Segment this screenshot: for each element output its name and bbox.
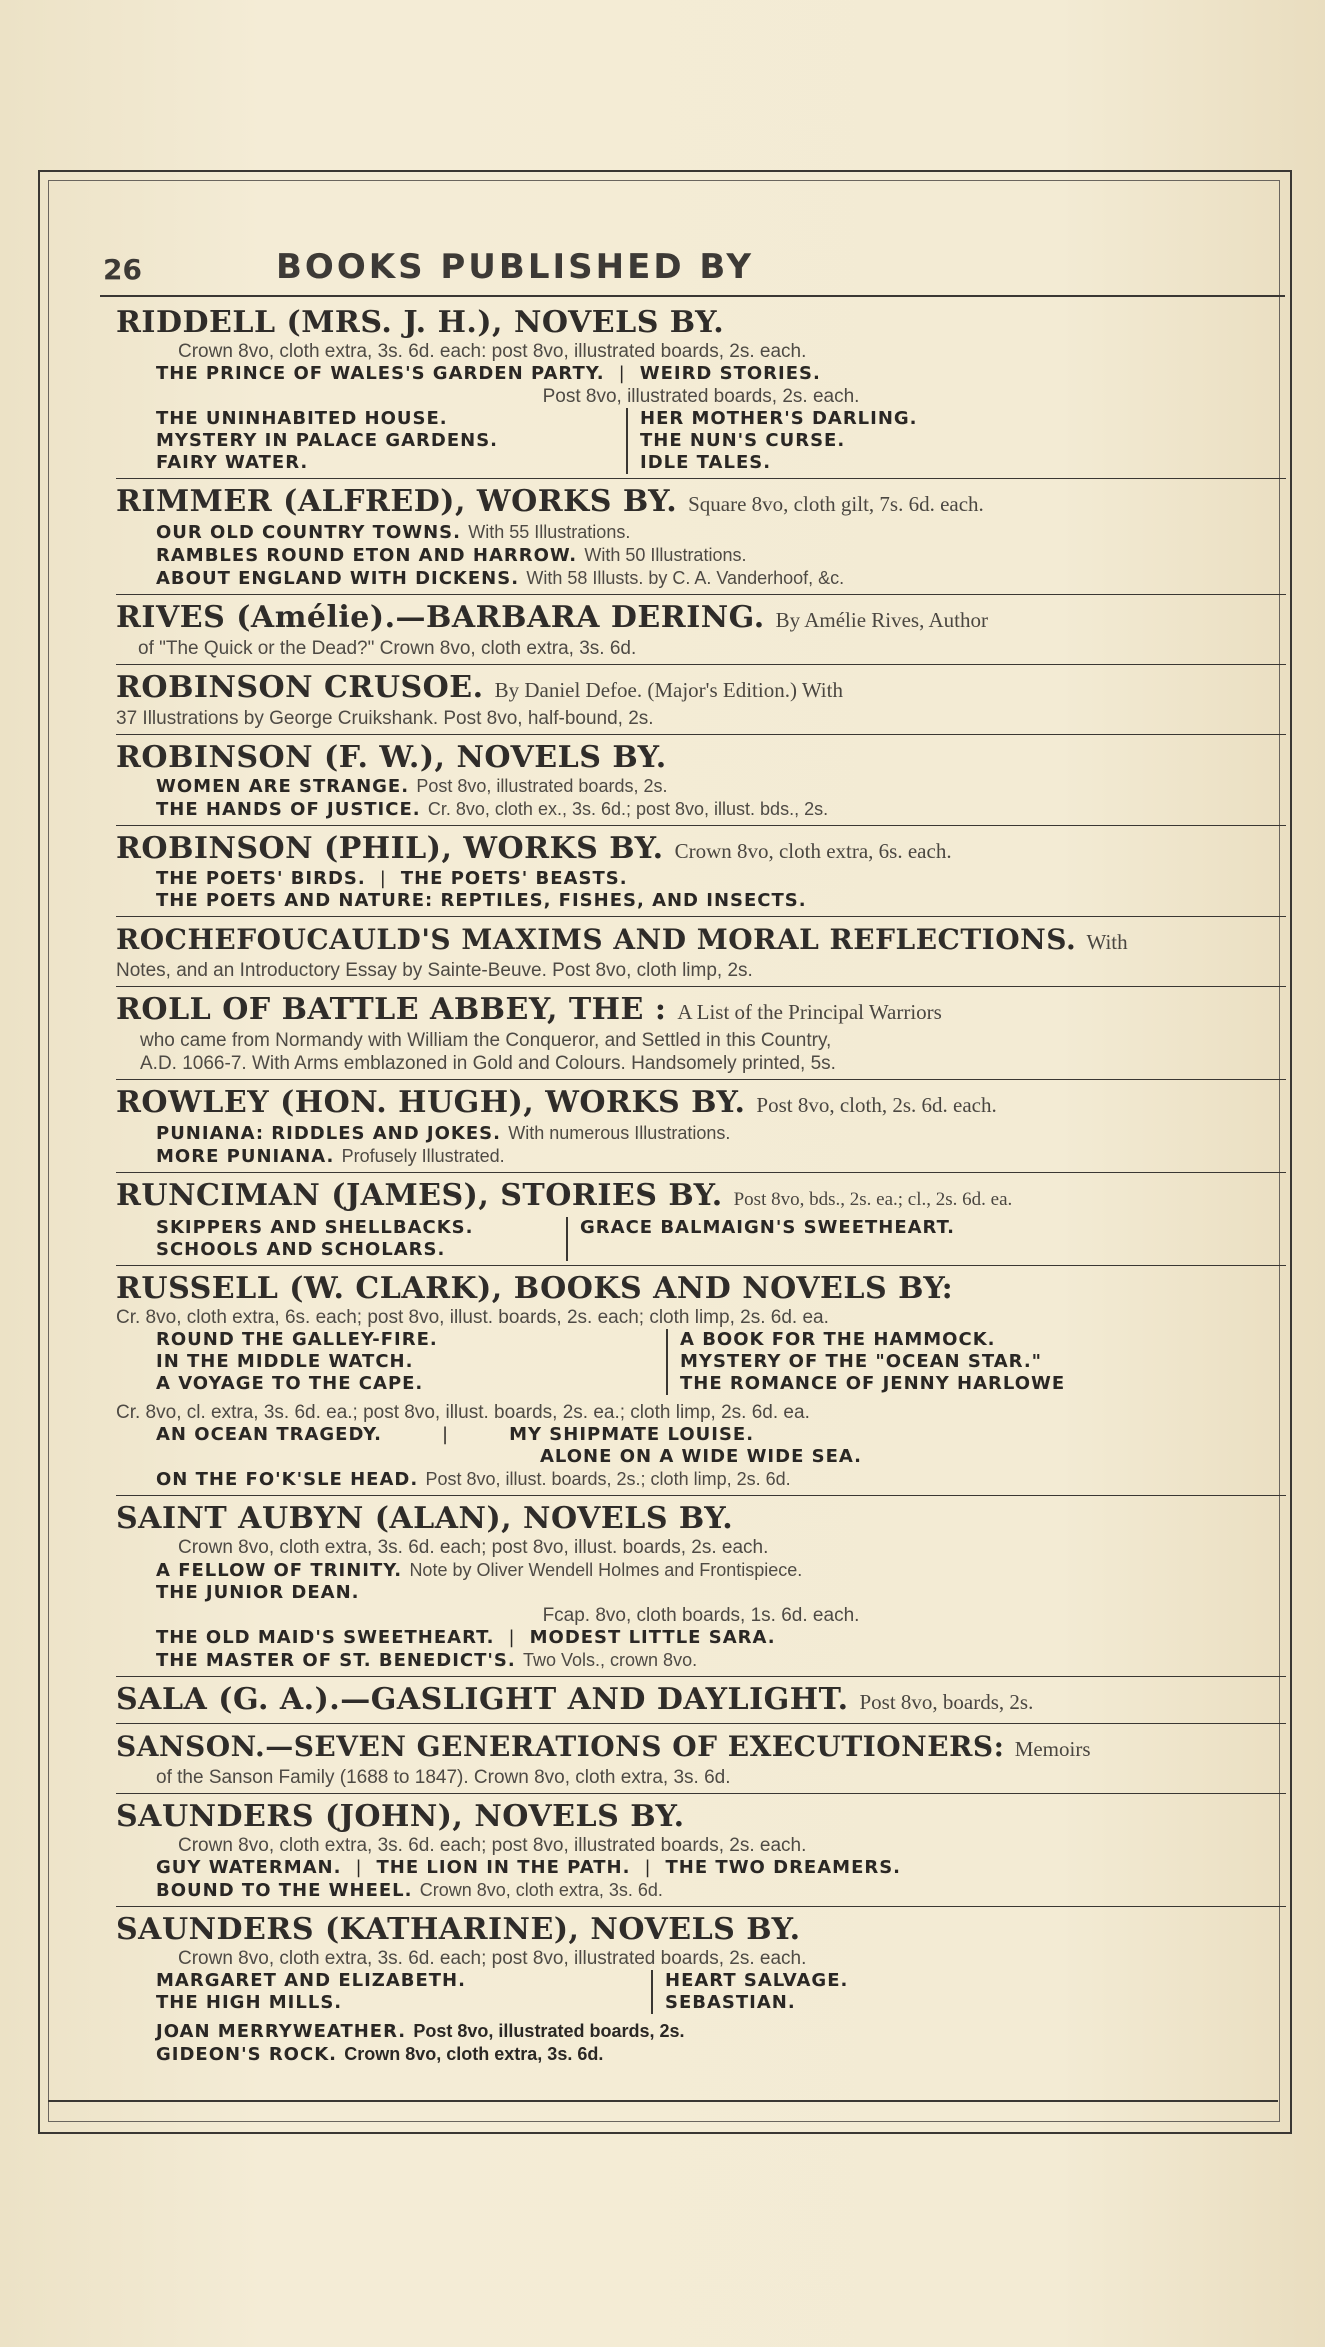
- entry-desc: of "The Quick or the Dead?" Crown 8vo, cloth extra, 3s. 6d.: [138, 638, 637, 659]
- entry-heading: ROLL OF BATTLE ABBEY, THE : A List of the Principal Warriors: [116, 992, 942, 1027]
- entry-heading: RUSSELL (W. CLARK), BOOKS AND NOVELS BY:: [116, 1271, 954, 1306]
- left-column: [156, 1217, 566, 1261]
- book-title: A VOYAGE TO THE CAPE.: [156, 1373, 424, 1394]
- title-line: THE OLD MAID'S SWEETHEART. | MODEST LITTLE SARA.: [156, 1627, 776, 1648]
- entry-roll-of-battle-abbey: [116, 993, 1286, 1080]
- entry-russell: [116, 1272, 1286, 1496]
- left-column: [156, 408, 626, 474]
- book-title: A BOOK FOR THE HAMMOCK.: [680, 1329, 996, 1350]
- book-title: THE PRINCE OF WALES'S GARDEN PARTY.: [156, 363, 605, 384]
- book-title: FAIRY WATER.: [156, 452, 309, 473]
- book-title: SKIPPERS AND SHELLBACKS.: [156, 1217, 474, 1238]
- title-columns: [116, 408, 1286, 474]
- book-title: SCHOOLS AND SCHOLARS.: [156, 1239, 446, 1260]
- entry-heading: SAINT AUBYN (ALAN), NOVELS BY.: [116, 1501, 734, 1536]
- header-rule: [100, 295, 1285, 297]
- entry-heading: SALA (G. A.).—GASLIGHT AND DAYLIGHT. Post 8vo, boards, 2s.: [116, 1682, 1034, 1717]
- entry-riddell: [116, 306, 1286, 479]
- right-column: [666, 1329, 1065, 1395]
- entry-heading: ROBINSON (F. W.), NOVELS BY.: [116, 740, 667, 775]
- title-columns: [116, 1329, 1286, 1395]
- title-line: THE HANDS OF JUSTICE. Cr. 8vo, cloth ex., 3s. 6d.; post 8vo, illust. bds., 2s.: [156, 799, 829, 820]
- entry-saunders-john: [116, 1800, 1286, 1907]
- left-column: [156, 1329, 666, 1395]
- book-title: THE HIGH MILLS.: [156, 1992, 343, 2013]
- entry-rimmer: [116, 485, 1286, 595]
- entry-desc: A.D. 1066-7. With Arms emblazoned in Gold and Colours. Handsomely printed, 5s.: [140, 1053, 836, 1074]
- title-columns: [116, 1970, 1286, 2014]
- title-line: RAMBLES ROUND ETON AND HARROW. With 50 Illustrations.: [156, 545, 747, 566]
- book-title: WEIRD STORIES.: [639, 363, 821, 384]
- entry-desc: Cr. 8vo, cl. extra, 3s. 6d. ea.; post 8vo, illust. boards, 2s. ea.; cloth limp, 2s. 6d. ea.: [116, 1402, 810, 1423]
- entry-runciman: [116, 1179, 1286, 1266]
- entry-rochefoucauld: [116, 923, 1286, 987]
- entry-heading: RIDDELL (MRS. J. H.), NOVELS BY.: [116, 305, 725, 340]
- entry-rowley: [116, 1086, 1286, 1173]
- title-line: THE PRINCE OF WALES'S GARDEN PARTY. | WEIRD STORIES.: [156, 363, 821, 384]
- right-column: [566, 1217, 955, 1261]
- book-title: IN THE MIDDLE WATCH.: [156, 1351, 414, 1372]
- entry-desc: Fcap. 8vo, cloth boards, 1s. 6d. each.: [542, 1605, 860, 1626]
- book-title: THE UNINHABITED HOUSE.: [156, 408, 448, 429]
- title-line: BOUND TO THE WHEEL. Crown 8vo, cloth extra, 3s. 6d.: [156, 1880, 663, 1901]
- book-title: SEBASTIAN.: [665, 1992, 796, 2013]
- title-line: GIDEON'S ROCK. Crown 8vo, cloth extra, 3s. 6d.: [156, 2044, 604, 2065]
- entry-heading: SANSON.—SEVEN GENERATIONS OF EXECUTIONERS: Memoirs: [116, 1730, 1091, 1763]
- right-column: [651, 1970, 848, 2014]
- book-title: HEART SALVAGE.: [665, 1970, 849, 1991]
- book-title: THE NUN'S CURSE.: [640, 430, 846, 451]
- entry-desc: 37 Illustrations by George Cruikshank. Post 8vo, half-bound, 2s.: [116, 708, 654, 729]
- entry-saint-aubyn: [116, 1502, 1286, 1677]
- title-line: GUY WATERMAN. | THE LION IN THE PATH. | THE TWO DREAMERS.: [156, 1857, 902, 1878]
- entry-desc: Crown 8vo, cloth extra, 3s. 6d. each: post 8vo, illustrated boards, 2s. each.: [178, 341, 807, 362]
- entry-desc: of the Sanson Family (1688 to 1847). Crown 8vo, cloth extra, 3s. 6d.: [156, 1767, 731, 1788]
- title-line: OUR OLD COUNTRY TOWNS. With 55 Illustrations.: [156, 522, 631, 543]
- title-line: ON THE FO'K'SLE HEAD. Post 8vo, illust. boards, 2s.; cloth limp, 2s. 6d.: [156, 1469, 791, 1490]
- entry-heading: RIMMER (ALFRED), WORKS BY. Square 8vo, cloth gilt, 7s. 6d. each.: [116, 484, 984, 519]
- running-title: BOOKS PUBLISHED BY: [276, 247, 755, 287]
- entry-heading: RUNCIMAN (JAMES), STORIES BY. Post 8vo, bds., 2s. ea.; cl., 2s. 6d. ea.: [116, 1178, 1013, 1213]
- title-line: A FELLOW OF TRINITY. Note by Oliver Wendell Holmes and Frontispiece.: [156, 1560, 803, 1581]
- book-title: IDLE TALES.: [640, 452, 772, 473]
- entry-heading: ROCHEFOUCAULD'S MAXIMS AND MORAL REFLECTIONS. With: [116, 923, 1128, 956]
- title-line: THE POETS' BIRDS. | THE POETS' BEASTS.: [156, 868, 628, 889]
- book-title: GRACE BALMAIGN'S SWEETHEART.: [580, 1217, 955, 1238]
- title-line: WOMEN ARE STRANGE. Post 8vo, illustrated boards, 2s.: [156, 776, 668, 797]
- entry-desc: Crown 8vo, cloth extra, 3s. 6d. each; post 8vo, illustrated boards, 2s. each.: [178, 1835, 807, 1856]
- entry-heading: SAUNDERS (KATHARINE), NOVELS BY.: [116, 1912, 801, 1947]
- entry-desc: Crown 8vo, cloth extra, 3s. 6d. each; post 8vo, illustrated boards, 2s. each.: [178, 1948, 807, 1969]
- catalogue-list: [116, 306, 1286, 2066]
- entry-heading: ROWLEY (HON. HUGH), WORKS BY. Post 8vo, cloth, 2s. 6d. each.: [116, 1085, 997, 1120]
- entry-rives: [116, 601, 1286, 665]
- book-title: MYSTERY OF THE "OCEAN STAR.": [680, 1351, 1043, 1372]
- book-title: ROUND THE GALLEY-FIRE.: [156, 1329, 438, 1350]
- entry-desc: Cr. 8vo, cloth extra, 6s. each; post 8vo, illust. boards, 2s. each; cloth limp, 2s. 6d. ea.: [116, 1307, 829, 1328]
- title-line: THE MASTER OF ST. BENEDICT'S. Two Vols., crown 8vo.: [156, 1650, 698, 1671]
- entry-saunders-katharine: [116, 1913, 1286, 2066]
- right-column: [626, 408, 918, 474]
- entry-sanson: [116, 1730, 1286, 1794]
- entry-heading: RIVES (Amélie).—BARBARA DERING. By Amélie Rives, Author: [116, 600, 988, 635]
- page-header: [100, 245, 1280, 291]
- book-title: MARGARET AND ELIZABETH.: [156, 1970, 466, 1991]
- entry-desc: who came from Normandy with William the Conqueror, and Settled in this Country,: [140, 1030, 832, 1051]
- title-line: JOAN MERRYWEATHER. Post 8vo, illustrated boards, 2s.: [156, 2021, 685, 2042]
- title-columns: [116, 1217, 1286, 1261]
- entry-heading: ROBINSON (PHIL), WORKS BY. Crown 8vo, cloth extra, 6s. each.: [116, 831, 952, 866]
- book-title: MYSTERY IN PALACE GARDENS.: [156, 430, 499, 451]
- page-number: 26: [103, 253, 142, 286]
- entry-robinson-crusoe: [116, 671, 1286, 735]
- entry-desc: Notes, and an Introductory Essay by Sainte-Beuve. Post 8vo, cloth limp, 2s.: [116, 960, 753, 981]
- title-line: ABOUT ENGLAND WITH DICKENS. With 58 Illusts. by C. A. Vanderhoof, &c.: [156, 568, 845, 589]
- title-line: THE POETS AND NATURE: REPTILES, FISHES, AND INSECTS.: [156, 890, 807, 911]
- left-column: [156, 1970, 651, 2014]
- book-title: HER MOTHER'S DARLING.: [640, 408, 918, 429]
- title-line: MORE PUNIANA. Profusely Illustrated.: [156, 1146, 505, 1167]
- title-line: PUNIANA: RIDDLES AND JOKES. With numerous Illustrations.: [156, 1123, 731, 1144]
- title-line: AN OCEAN TRAGEDY. | MY SHIPMATE LOUISE.: [156, 1424, 755, 1445]
- entry-sala: [116, 1683, 1286, 1724]
- entry-heading: ROBINSON CRUSOE. By Daniel Defoe. (Major's Edition.) With: [116, 670, 843, 705]
- title-line: ALONE ON A WIDE WIDE SEA.: [540, 1446, 862, 1467]
- entry-robinson-phil: [116, 832, 1286, 917]
- bottom-rule: [48, 2100, 1278, 2102]
- entry-robinson-fw: [116, 741, 1286, 826]
- entry-heading: SAUNDERS (JOHN), NOVELS BY.: [116, 1799, 685, 1834]
- title-line: THE JUNIOR DEAN.: [156, 1582, 360, 1603]
- entry-desc: Crown 8vo, cloth extra, 3s. 6d. each; post 8vo, illust. boards, 2s. each.: [178, 1537, 769, 1558]
- book-title: THE ROMANCE OF JENNY HARLOWE: [680, 1373, 1066, 1394]
- entry-desc: Post 8vo, illustrated boards, 2s. each.: [542, 386, 860, 407]
